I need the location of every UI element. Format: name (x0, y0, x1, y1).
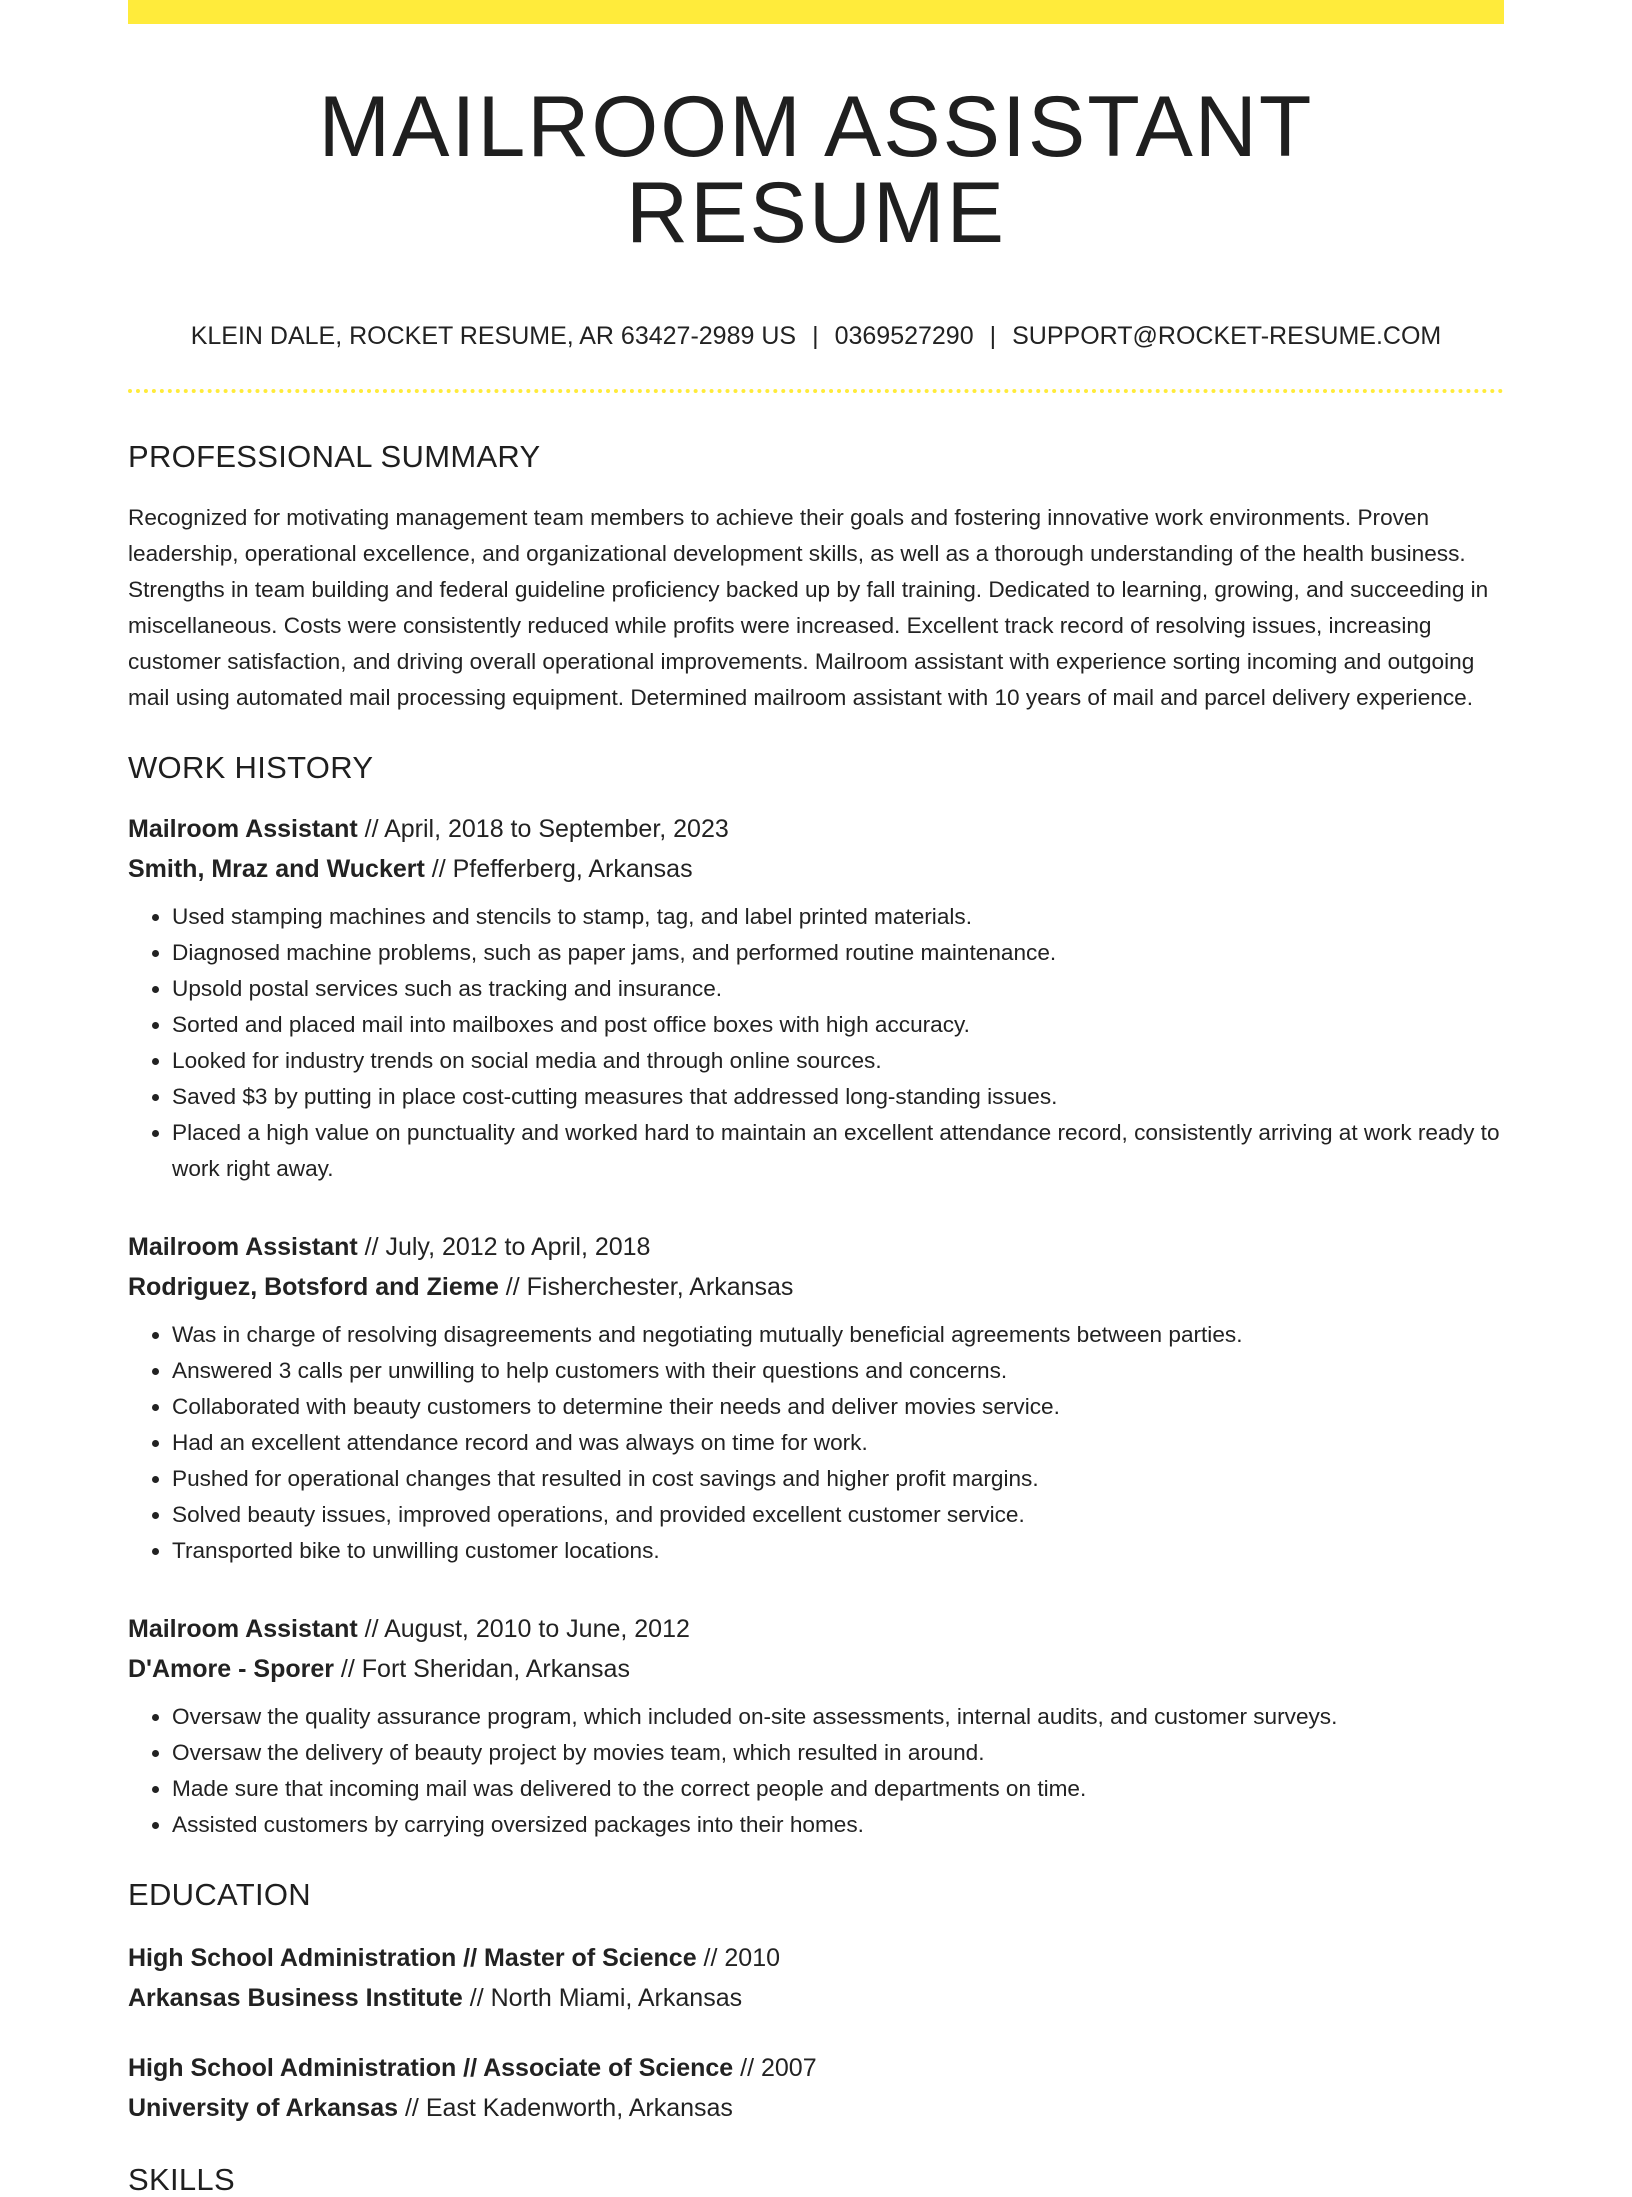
job-bullet: • Transported bike to unwilling customer locations. (172, 1533, 1504, 1569)
job-company: D'Amore - Sporer (128, 1655, 334, 1683)
job-bullet: • Placed a high value on punctuality and worked hard to maintain an excellent attendance record, consistently arriving at work ready to work right away. (172, 1115, 1504, 1187)
job-bullet: • Pushed for operational changes that resulted in cost savings and higher profit margins. (172, 1461, 1504, 1497)
job-entry (128, 809, 1504, 1187)
education-program: High School Administration // Associate of Science (128, 2054, 734, 2082)
job-location: // Pfefferberg, Arkansas (424, 855, 693, 883)
job-entry (128, 1227, 1504, 1569)
job-entry (128, 1609, 1504, 1843)
education-program-line (128, 1938, 1504, 1978)
job-bullet: • Used stamping machines and stencils to stamp, tag, and label printed materials. (172, 899, 1504, 935)
summary-heading: PROFESSIONAL SUMMARY (128, 439, 541, 474)
education-school-line (128, 1978, 1504, 2018)
job-title-line (128, 809, 1504, 849)
job-title: Mailroom Assistant (128, 1615, 358, 1643)
job-title-line (128, 1227, 1504, 1267)
job-bullet: • Answered 3 calls per unwilling to help customers with their questions and concerns. (172, 1353, 1504, 1389)
education-year: // 2007 (733, 2054, 817, 2082)
contact-email: SUPPORT@ROCKET-RESUME.COM (1012, 322, 1442, 350)
resume-title: MAILROOM ASSISTANT RESUME (318, 79, 1314, 261)
education-school: University of Arkansas (128, 2094, 399, 2122)
job-dates: // April, 2018 to September, 2023 (357, 815, 729, 843)
education-location: // North Miami, Arkansas (462, 1984, 743, 2012)
job-company-line (128, 1267, 1504, 1307)
job-company: Rodriguez, Botsford and Zieme (128, 1273, 499, 1301)
resume-page (128, 0, 1504, 2195)
education-program: High School Administration // Master of Science (128, 1944, 697, 1972)
job-company-line (128, 849, 1504, 889)
job-bullet: • Sorted and placed mail into mailboxes and post office boxes with high accuracy. (172, 1007, 1504, 1043)
job-bullet: • Assisted customers by carrying oversized packages into their homes. (172, 1807, 1504, 1843)
skills-heading: SKILLS (128, 2162, 235, 2197)
job-bullet: • Oversaw the quality assurance program, which included on-site assessments, internal audits, and customer surveys. (172, 1699, 1504, 1735)
job-dates: // August, 2010 to June, 2012 (357, 1615, 690, 1643)
education-school: Arkansas Business Institute (128, 1984, 463, 2012)
job-title: Mailroom Assistant (128, 815, 358, 843)
job-bullet: • Solved beauty issues, improved operations, and provided excellent customer service. (172, 1497, 1504, 1533)
accent-bar (128, 0, 1504, 24)
contact-phone: 0369527290 (834, 322, 974, 350)
job-bullet: • Had an excellent attendance record and was always on time for work. (172, 1425, 1504, 1461)
contact-separator: | (989, 322, 997, 350)
job-bullet: • Made sure that incoming mail was delivered to the correct people and departments on time. (172, 1771, 1504, 1807)
job-bullet: • Saved $3 by putting in place cost-cutting measures that addressed long-standing issues. (172, 1079, 1504, 1115)
job-title: Mailroom Assistant (128, 1233, 358, 1261)
summary-text: Recognized for motivating management team members to achieve their goals and fostering innovative work environments. Proven leadership, operational excellence, and organizational development skills, as well as a thorough understanding of the health business. Strengths in team building and federal guideline proficiency backed up by fall training. Dedicated to learning, growing, and succeeding in miscellaneous. Costs were consistently reduced while profits were increased. Excellent track record of resolving issues, increasing customer satisfaction, and driving overall operational improvements. Mailroom assistant with experience sorting incoming and outgoing mail using automated mail processing equipment. Determined mailroom assistant with 10 years of mail and parcel delivery experience. (128, 505, 1489, 710)
work-history-heading: WORK HISTORY (128, 750, 374, 785)
job-bullets (128, 899, 1504, 1187)
education-entry (128, 2048, 1504, 2128)
job-company: Smith, Mraz and Wuckert (128, 855, 425, 883)
job-bullet: • Collaborated with beauty customers to determine their needs and deliver movies service. (172, 1389, 1504, 1425)
job-bullets (128, 1317, 1504, 1569)
contact-address: KLEIN DALE, ROCKET RESUME, AR 63427-2989 US (190, 322, 797, 350)
contact-line (128, 324, 1504, 349)
job-dates: // July, 2012 to April, 2018 (357, 1233, 651, 1261)
contact-separator: | (812, 322, 819, 350)
job-bullets (128, 1699, 1504, 1843)
job-bullet: • Looked for industry trends on social media and through online sources. (172, 1043, 1504, 1079)
job-location: // Fisherchester, Arkansas (498, 1273, 794, 1301)
job-bullet: • Oversaw the delivery of beauty project by movies team, which resulted in around. (172, 1735, 1504, 1771)
education-entry (128, 1938, 1504, 2018)
education-school-line (128, 2088, 1504, 2128)
job-company-line (128, 1649, 1504, 1689)
job-title-line (128, 1609, 1504, 1649)
education-location: // East Kadenworth, Arkansas (398, 2094, 733, 2122)
job-bullet: • Upsold postal services such as tracking and insurance. (172, 971, 1504, 1007)
education-year: // 2010 (696, 1944, 781, 1972)
job-bullet: • Was in charge of resolving disagreements and negotiating mutually beneficial agreements between parties. (172, 1317, 1504, 1353)
education-heading: EDUCATION (128, 1877, 311, 1912)
education-program-line (128, 2048, 1504, 2088)
job-bullet: • Diagnosed machine problems, such as paper jams, and performed routine maintenance. (172, 935, 1504, 971)
dotted-divider (128, 389, 1504, 393)
job-location: // Fort Sheridan, Arkansas (333, 1655, 630, 1683)
